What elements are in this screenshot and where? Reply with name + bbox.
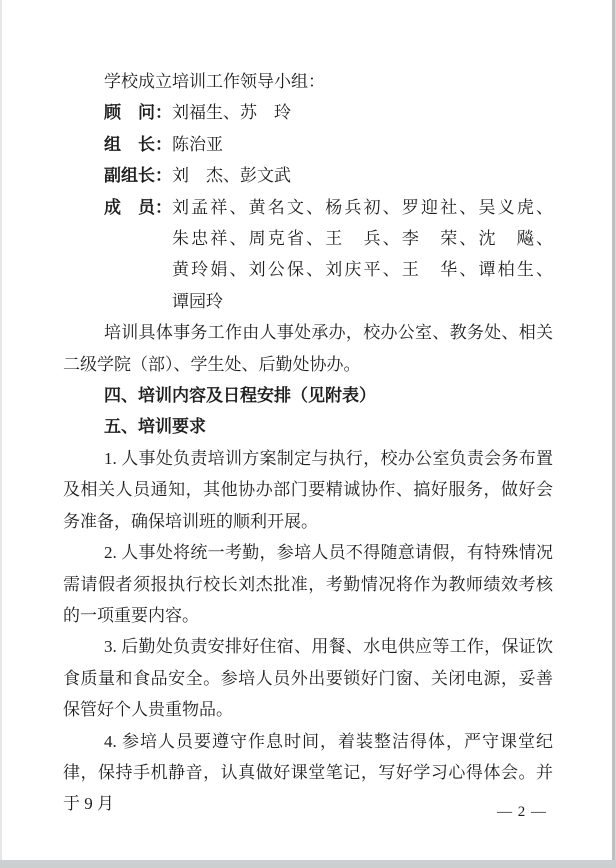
scan-edge-right	[612, 0, 616, 868]
document-body	[63, 66, 553, 820]
scan-edge-bottom	[0, 860, 616, 868]
requirement-item-2: 2. 人事处将统一考勤，参培人员不得随意请假，有特殊情况需请假者须报执行校长刘杰批准，考勤情况将作为教师绩效考核的一项重要内容。	[63, 543, 553, 625]
role-names-members: 刘孟祥、黄名文、杨兵初、罗迎社、吴义虎、 朱忠祥、周克省、王 兵、李 荣、沈 飚、 黄玲娟、刘公保、刘庆平、王 华、谭柏生、 谭园玲	[172, 197, 553, 311]
page-number: — 2 —	[497, 804, 547, 820]
requirement-item-3: 3. 后勤处负责安排好住宿、用餐、水电供应等工作，保证饮食质量和食品安全。参培人员外出要锁好门窗、关闭电源，妥善保管好个人贵重物品。	[63, 637, 553, 720]
role-names-deputy-leader: 刘 杰、彭文武	[172, 166, 291, 186]
role-row-members	[63, 192, 553, 318]
role-names-leader: 陈治亚	[172, 134, 223, 154]
role-row-leader	[63, 129, 553, 160]
role-label-members: 成 员：	[104, 197, 172, 217]
role-row-deputy-leader	[63, 160, 553, 191]
role-label-leader: 组 长：	[104, 134, 172, 154]
section-heading-5: 五、培训要求	[104, 417, 206, 437]
scan-edge-left	[0, 0, 2, 868]
requirement-item-1: 1. 人事处负责培训方案制定与执行，校办公室负责会务布置及相关人员通知，其他协办部门要精诚协作、搞好服务，做好会务准备，确保培训班的顺利开展。	[63, 448, 553, 531]
role-label-advisor: 顾 问：	[104, 103, 172, 123]
role-names-advisor: 刘福生、苏 玲	[172, 103, 291, 123]
role-label-deputy-leader: 副组长：	[104, 166, 172, 186]
role-row-advisor	[63, 97, 553, 128]
section-heading-4: 四、培训内容及日程安排（见附表）	[104, 386, 376, 406]
intro-line: 学校成立培训工作领导小组：	[104, 72, 325, 91]
requirement-item-4: 4. 参培人员要遵守作息时间，着装整洁得体，严守课堂纪律，保持手机静音，认真做好课堂笔记，写好学习心得体会。并于 9 月	[63, 731, 553, 814]
paragraph-admin-support: 培训具体事务工作由人事处承办，校办公室、教务处、相关二级学院（部）、学生处、后勤处协办。	[63, 323, 553, 374]
